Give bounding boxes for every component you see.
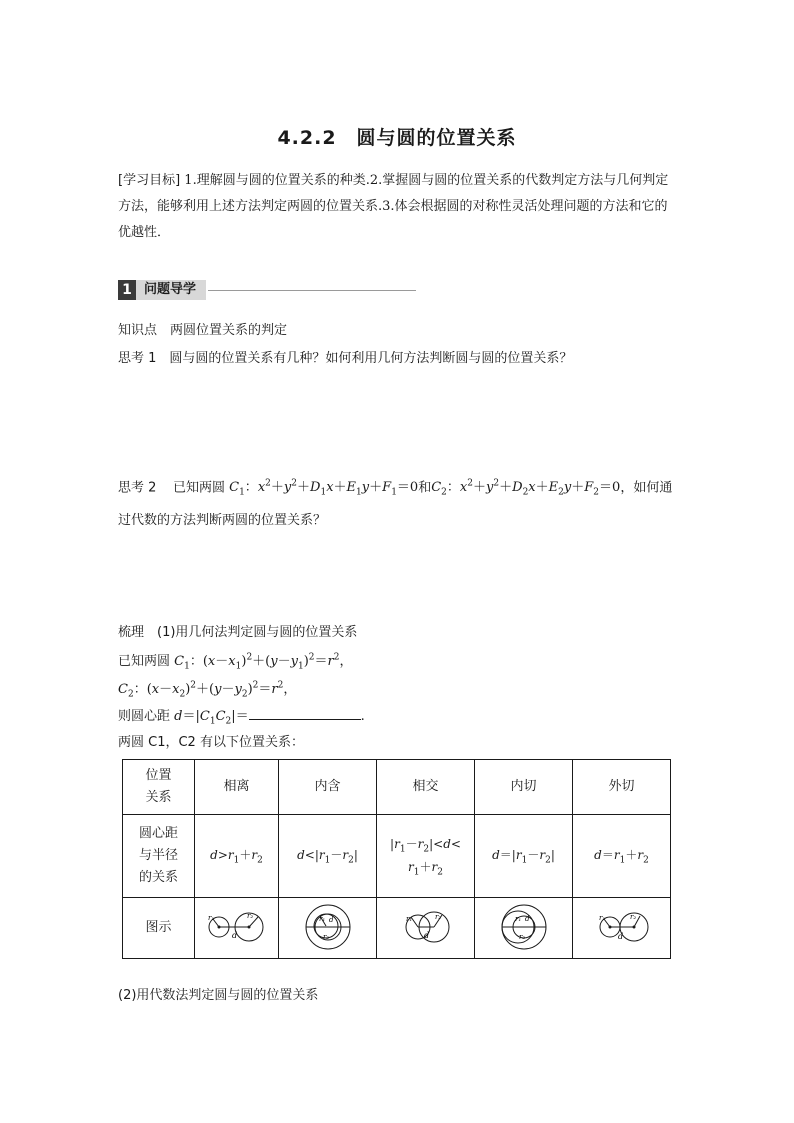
svg-text:r₂: r₂ <box>322 932 329 941</box>
knowledge-point: 知识点 两圆位置关系的判定 <box>118 323 288 338</box>
svg-text:d: d <box>328 915 333 924</box>
svg-text:r₁: r₁ <box>405 914 412 923</box>
contained-circles-diagram <box>296 902 360 952</box>
svg-text:d: d <box>231 930 237 940</box>
column-intersect: 相交 <box>377 760 475 815</box>
think-2-pre: 已知两圆 <box>172 480 225 496</box>
center-distance-line: 则圆心距 $d=|C_1C_2|=$ . <box>118 709 365 727</box>
think-2-label: 思考 2 <box>118 480 157 496</box>
svg-text:r₁: r₁ <box>318 914 325 923</box>
svg-text:r₂: r₂ <box>629 912 636 921</box>
separate-circles-diagram <box>202 905 272 949</box>
table-diagram-row <box>123 898 671 959</box>
externally-tangent-circles-diagram <box>590 905 654 949</box>
think-2-tail: ，如何通过代数的方法判断两圆的位置关系？ <box>118 480 673 528</box>
circle-c2-equation: $C_2$：$x^2+y^2+D_2x+E_2y+F_2=0$ <box>431 479 621 498</box>
column-internally-tangent: 内切 <box>475 760 573 815</box>
internally-tangent-circles-diagram <box>492 902 556 952</box>
diagram-separate-cell <box>195 898 279 959</box>
summary-heading: 梳理 (1)用几何法判定圆与圆的位置关系 <box>118 625 358 640</box>
formula-separate: $d>r_1+r_2$ <box>195 815 279 898</box>
table-header-row <box>123 760 671 815</box>
relation-table <box>122 759 671 959</box>
diagram-externally-tangent-cell <box>573 898 671 959</box>
answer-blank[interactable] <box>249 707 361 720</box>
section-divider <box>208 290 416 291</box>
formula-contained: $d<|r_1-r_2|$ <box>279 815 377 898</box>
circle-c1-standard: 已知两圆 $C_1$：$(x-x_1)^2+(y-y_1)^2=r^2$， <box>118 652 353 672</box>
learning-goals <box>118 168 678 246</box>
svg-text:d: d <box>617 931 623 941</box>
column-externally-tangent: 外切 <box>573 760 671 815</box>
think-1: 思考 1 圆与圆的位置关系有几种？如何利用几何方法判断圆与圆的位置关系？ <box>118 351 573 366</box>
header-label-cell: 位置 关系 <box>123 760 195 815</box>
relations-intro: 两圆 C1，C2 有以下位置关系： <box>118 735 304 750</box>
goals-tag: [学习目标] <box>118 173 181 188</box>
think-2-and: 和 <box>418 480 432 496</box>
goals-text: 1.理解圆与圆的位置关系的种类.2.掌握圆与圆的位置关系的代数判定方法与几何判定方法，能够利用上述方法判定两圆的位置关系.3.体会根据圆的对称性灵活处理问题的方法和它的优越性． <box>118 173 669 240</box>
formula-internally-tangent: $d=|r_1-r_2|$ <box>475 815 573 898</box>
section-header <box>118 280 416 300</box>
diagram-internally-tangent-cell <box>475 898 573 959</box>
think-2 <box>118 470 678 535</box>
diagram-contained-cell <box>279 898 377 959</box>
column-contained: 内含 <box>279 760 377 815</box>
distance-label-cell: 圆心距 与半径 的关系 <box>123 815 195 898</box>
formula-externally-tangent: $d=r_1+r_2$ <box>573 815 671 898</box>
method-2-heading: (2)用代数法判定圆与圆的位置关系 <box>118 988 319 1003</box>
section-label: 问题导学 <box>136 280 206 300</box>
table-distance-row <box>123 815 671 898</box>
section-number: 1 <box>118 280 136 300</box>
svg-text:r₂: r₂ <box>518 932 525 941</box>
circle-c1-equation: $C_1$：$x^2+y^2+D_1x+E_1y+F_1=0$ <box>229 479 419 498</box>
diagram-label-cell: 图示 <box>123 898 195 959</box>
svg-text:r₁: r₁ <box>207 913 214 922</box>
column-separate: 相离 <box>195 760 279 815</box>
svg-text:r₂: r₂ <box>246 911 253 920</box>
svg-text:r₁: r₁ <box>598 913 605 922</box>
page-title: 4.2.2 圆与圆的位置关系 <box>277 127 517 149</box>
diagram-intersect-cell <box>377 898 475 959</box>
svg-text:d: d <box>524 914 529 923</box>
formula-intersect: $|r_1-r_2|<d<$ $r_1+r_2$ <box>377 815 475 898</box>
svg-text:r₁: r₁ <box>514 914 521 923</box>
circle-c2-standard: $C_2$：$(x-x_2)^2+(y-y_2)^2=r^2$， <box>118 680 297 700</box>
svg-text:d: d <box>423 930 429 940</box>
intersecting-circles-diagram <box>394 905 458 949</box>
svg-text:r₂: r₂ <box>434 912 441 921</box>
